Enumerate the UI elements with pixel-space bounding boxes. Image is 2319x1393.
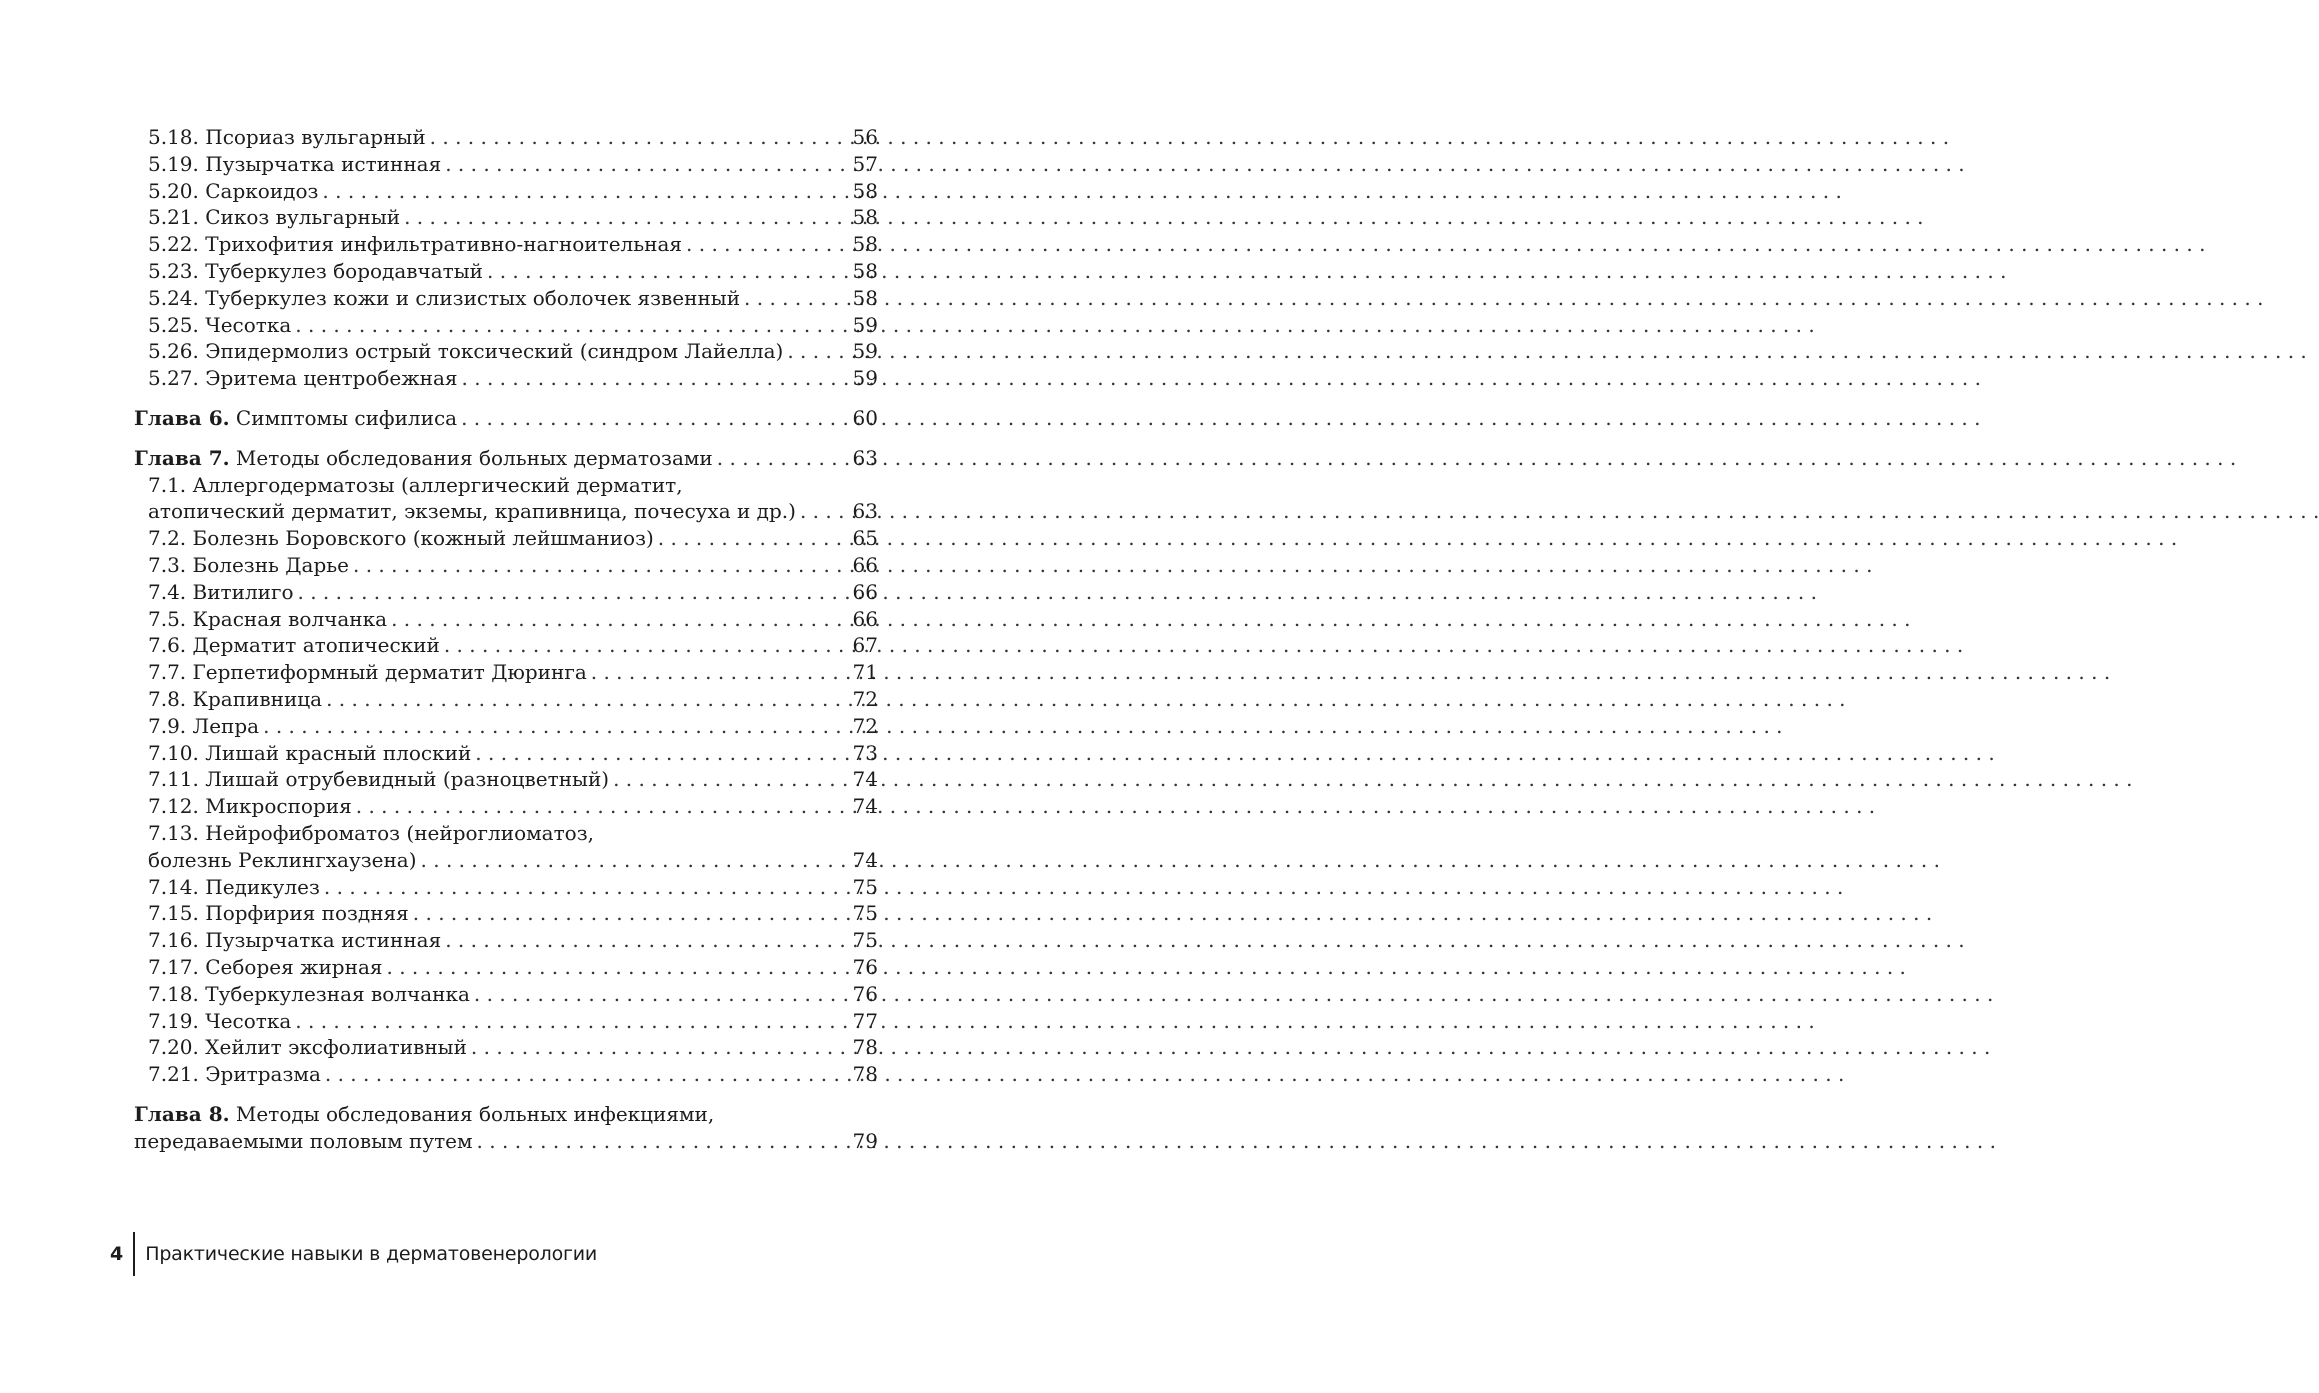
toc-entry-page: 59	[852, 366, 878, 391]
toc-leader-dots	[474, 981, 849, 1008]
toc-entry-7-15	[134, 900, 878, 927]
toc-chapter-7	[134, 445, 878, 472]
toc-entry-title: 7.14. Педикулез	[148, 874, 320, 899]
toc-entry-page: 58	[852, 232, 878, 257]
toc-entry-page: 75	[852, 928, 878, 953]
toc-entry-title: 7.18. Туберкулезная волчанка	[148, 981, 470, 1006]
chapter-label: Глава 8.	[134, 1101, 230, 1126]
toc-entry-page: 75	[852, 901, 878, 926]
footer-divider	[133, 1232, 135, 1276]
toc-entry-7-18	[134, 981, 878, 1008]
toc-entry-page: 73	[852, 740, 878, 765]
toc-leader-dots	[356, 793, 849, 820]
toc-leader-dots	[421, 847, 849, 874]
toc-entry-title: 5.20. Саркоидоз	[148, 178, 319, 203]
toc-leader-dots	[324, 874, 849, 901]
chapter-label: Глава 6.	[134, 405, 230, 430]
toc-entry-title: 5.25. Чесотка	[148, 312, 292, 337]
toc-entry-7-10	[134, 740, 878, 767]
toc-leader-dots	[298, 579, 849, 606]
toc-leader-dots	[326, 686, 848, 713]
toc-entry-page: 72	[852, 713, 878, 738]
toc-entry-page: 58	[852, 205, 878, 230]
toc-leader-dots	[686, 231, 849, 258]
toc-entry-page: 78	[852, 1062, 878, 1087]
toc-leader-dots	[413, 900, 849, 927]
toc-leader-dots	[295, 1008, 848, 1035]
table-of-contents	[134, 124, 878, 1154]
toc-leader-dots	[325, 1061, 849, 1088]
toc-entry-page: 58	[852, 178, 878, 203]
toc-leader-dots	[471, 1034, 849, 1061]
toc-entry-title: атопический дерматит, экземы, крапивница, почесуха и др.)	[148, 499, 796, 524]
toc-entry-7-12	[134, 793, 878, 820]
toc-entry-title: 5.26. Эпидермолиз острый токсический (синдром Лайелла)	[148, 339, 784, 364]
toc-leader-dots	[787, 338, 848, 365]
toc-entry-page: 57	[852, 151, 878, 176]
toc-leader-dots	[404, 204, 848, 231]
toc-entry-7-1-line2	[134, 498, 878, 525]
toc-entry-5-21	[134, 204, 878, 231]
toc-leader-dots	[430, 124, 849, 151]
toc-leader-dots	[487, 258, 849, 285]
toc-entry-page: 56	[852, 125, 878, 149]
toc-entry-title: 5.19. Пузырчатка истинная	[148, 151, 442, 176]
chapter-title: Методы обследования больных дерматозами	[229, 445, 713, 470]
toc-entry-title: 7.17. Себорея жирная	[148, 954, 383, 979]
toc-entry-title: 7.3. Болезнь Дарье	[148, 552, 349, 577]
toc-entry-page: 66	[852, 579, 878, 604]
toc-entry-title: 7.7. Герпетиформный дерматит Дюринга	[148, 660, 587, 685]
toc-entry-page: 76	[852, 981, 878, 1006]
toc-entry-title: 7.21. Эритразма	[148, 1062, 321, 1087]
toc-entry-7-9	[134, 713, 878, 740]
chapter-title: Методы обследования больных инфекциями,	[229, 1101, 715, 1126]
toc-entry-7-21	[134, 1061, 878, 1088]
toc-entry-page: 63	[852, 499, 878, 524]
toc-leader-dots	[295, 312, 848, 339]
toc-entry-page: 78	[852, 1035, 878, 1060]
toc-leader-dots	[444, 632, 849, 659]
toc-entry-title: 7.11. Лишай отрубевидный (разноцветный)	[148, 767, 610, 792]
toc-leader-dots	[462, 365, 849, 392]
toc-entry-7-4	[134, 579, 878, 606]
toc-entry-title: 7.5. Красная волчанка	[148, 606, 388, 631]
toc-entry-page: 79	[852, 1128, 878, 1153]
toc-entry-title: 7.1. Аллергодерматозы (аллергический дерматит,	[148, 472, 683, 497]
toc-entry-page: 77	[852, 1008, 878, 1033]
toc-leader-dots	[263, 713, 848, 740]
toc-entry-title: 7.8. Крапивница	[148, 686, 323, 711]
toc-entry-7-13-line1	[134, 820, 878, 847]
toc-chapter-8-line1	[134, 1101, 878, 1128]
toc-leader-dots	[591, 659, 849, 686]
toc-leader-dots	[800, 498, 849, 525]
toc-entry-5-24	[134, 285, 878, 312]
toc-entry-page: 58	[852, 258, 878, 283]
toc-entry-5-18	[134, 124, 878, 151]
toc-chapter-6	[134, 405, 878, 432]
toc-entry-title: 7.16. Пузырчатка истинная	[148, 928, 442, 953]
toc-entry-title: 7.15. Порфирия поздняя	[148, 901, 409, 926]
toc-entry-page: 74	[852, 847, 878, 872]
toc-entry-7-20	[134, 1034, 878, 1061]
toc-leader-dots	[386, 954, 848, 981]
toc-leader-dots	[475, 740, 848, 767]
toc-entry-title: 7.6. Дерматит атопический	[148, 633, 440, 658]
toc-entry-title: болезнь Реклингхаузена)	[148, 847, 417, 872]
toc-leader-dots	[353, 552, 849, 579]
toc-entry-5-19	[134, 151, 878, 178]
toc-entry-7-2	[134, 525, 878, 552]
toc-entry-title: 5.24. Туберкулез кожи и слизистых оболочек язвенный	[148, 285, 741, 310]
toc-entry-page: 63	[852, 445, 878, 470]
toc-entry-page: 60	[852, 405, 878, 430]
toc-entry-5-27	[134, 365, 878, 392]
toc-entry-title: 7.19. Чесотка	[148, 1008, 292, 1033]
toc-leader-dots	[744, 285, 849, 312]
toc-leader-dots	[613, 766, 848, 793]
toc-entry-page: 74	[852, 767, 878, 792]
toc-entry-7-7	[134, 659, 878, 686]
toc-entry-page: 71	[852, 660, 878, 685]
chapter-title: Симптомы сифилиса	[229, 405, 458, 430]
toc-entry-title: 7.10. Лишай красный плоский	[148, 740, 472, 765]
toc-entry-title: 5.27. Эритема центробежная	[148, 366, 458, 391]
toc-entry-page: 66	[852, 552, 878, 577]
chapter-label: Глава 7.	[134, 445, 230, 470]
toc-entry-title: 5.22. Трихофития инфильтративно-нагноительная	[148, 232, 683, 257]
toc-entry-page: 74	[852, 794, 878, 819]
toc-entry-title: 7.2. Болезнь Боровского (кожный лейшманиоз)	[148, 526, 654, 551]
toc-entry-title: 7.13. Нейрофиброматоз (нейроглиоматоз,	[148, 820, 594, 845]
toc-entry-title: 7.20. Хейлит эксфолиативный	[148, 1035, 467, 1060]
toc-entry-7-6	[134, 632, 878, 659]
toc-entry-page: 75	[852, 874, 878, 899]
toc-entry-page: 58	[852, 285, 878, 310]
toc-entry-5-20	[134, 178, 878, 205]
toc-entry-5-26	[134, 338, 878, 365]
chapter-title: передаваемыми половым путем	[134, 1128, 473, 1153]
toc-entry-7-3	[134, 552, 878, 579]
toc-leader-dots	[445, 927, 848, 954]
toc-entry-5-25	[134, 312, 878, 339]
toc-entry-7-11	[134, 766, 878, 793]
toc-entry-title: 5.23. Туберкулез бородавчатый	[148, 258, 483, 283]
toc-entry-7-14	[134, 874, 878, 901]
toc-entry-7-5	[134, 606, 878, 633]
toc-entry-page: 66	[852, 606, 878, 631]
toc-entry-page: 67	[852, 633, 878, 658]
toc-entry-page: 59	[852, 312, 878, 337]
toc-entry-5-22	[134, 231, 878, 258]
toc-chapter-8-line2	[134, 1128, 878, 1155]
toc-entry-title: 5.18. Псориаз вульгарный	[148, 125, 426, 149]
toc-entry-7-13-line2	[134, 847, 878, 874]
toc-entry-7-17	[134, 954, 878, 981]
toc-entry-7-1-line1	[134, 472, 878, 499]
toc-entry-title: 7.4. Витилиго	[148, 579, 294, 604]
toc-leader-dots	[461, 405, 848, 432]
toc-entry-5-23	[134, 258, 878, 285]
toc-entry-page: 76	[852, 954, 878, 979]
toc-entry-7-19	[134, 1008, 878, 1035]
toc-entry-page: 65	[852, 526, 878, 551]
toc-entry-7-8	[134, 686, 878, 713]
toc-entry-title: 7.9. Лепра	[148, 713, 260, 738]
toc-entry-title: 7.12. Микроспория	[148, 794, 352, 819]
running-title: Практические навыки в дерматовенерологии	[145, 1243, 598, 1265]
toc-leader-dots	[658, 525, 849, 552]
toc-leader-dots	[391, 606, 848, 633]
page-footer	[110, 1232, 597, 1276]
toc-entry-7-16	[134, 927, 878, 954]
toc-leader-dots	[717, 445, 849, 472]
toc-leader-dots	[477, 1128, 849, 1155]
toc-leader-dots	[445, 151, 848, 178]
toc-entry-page: 59	[852, 339, 878, 364]
page-number: 4	[110, 1243, 124, 1265]
toc-entry-title: 5.21. Сикоз вульгарный	[148, 205, 401, 230]
toc-leader-dots	[322, 178, 848, 205]
toc-entry-page: 72	[852, 686, 878, 711]
